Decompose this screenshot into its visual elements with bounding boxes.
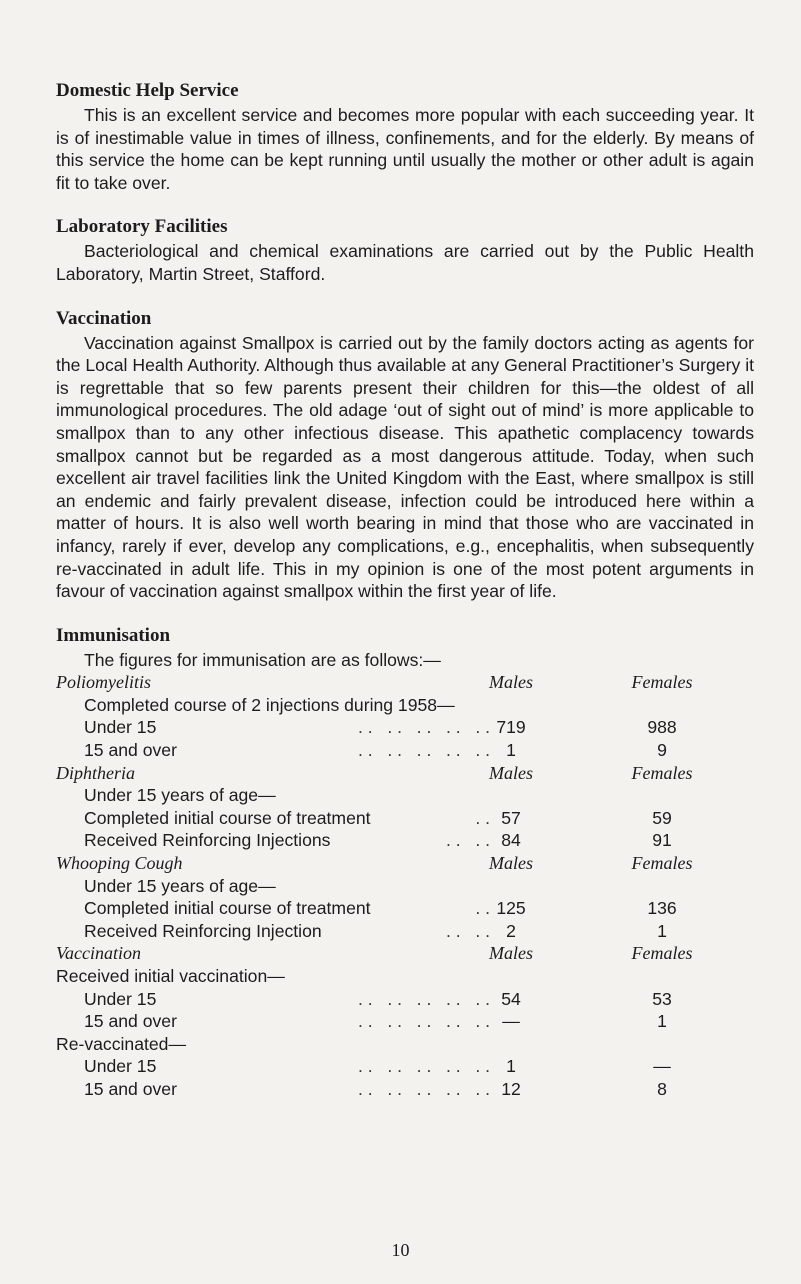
table-row — [56, 829, 754, 852]
column-header-females: Females — [631, 762, 693, 783]
table-subheading — [56, 694, 754, 717]
table-row — [56, 1055, 754, 1078]
document-page — [56, 78, 754, 1101]
column-header-females: Females — [631, 672, 693, 693]
leader-dots: . . — [475, 898, 490, 919]
table-group-header — [56, 762, 754, 785]
heading-vaccination: Vaccination — [56, 307, 152, 329]
cell-males: — — [502, 1011, 520, 1032]
table-row — [56, 807, 754, 830]
table-row — [56, 716, 754, 739]
subheading-text: Under 15 years of age— — [84, 875, 276, 896]
cell-females: 988 — [647, 717, 677, 738]
subheading-text: Received initial vaccination— — [56, 966, 285, 986]
cell-females: 9 — [657, 740, 667, 761]
section-laboratory — [56, 214, 754, 285]
row-label: Under 15 — [84, 988, 157, 1009]
table-row — [56, 1078, 754, 1101]
table-row — [56, 897, 754, 920]
leader-dots: . . . . . . . . . . — [358, 740, 490, 761]
column-header-males: Males — [489, 672, 533, 693]
cell-males: 2 — [506, 920, 516, 941]
leader-dots: . . . . . . . . . . — [358, 1078, 490, 1099]
group-title: Vaccination — [56, 943, 141, 964]
leader-dots: . . . . — [446, 920, 490, 941]
heading-domestic-help: Domestic Help Service — [56, 80, 239, 101]
subheading-text: Re-vaccinated— — [56, 1033, 187, 1054]
paragraph-laboratory: Bacteriological and chemical examinations are carried out by the Public Health Laboratory, Martin Street, Stafford. — [56, 241, 754, 284]
cell-males: 1 — [506, 740, 516, 761]
section-vaccination — [56, 306, 754, 603]
leader-dots: . . . . . . . . . . — [358, 717, 490, 738]
cell-females: 8 — [657, 1078, 667, 1099]
leader-dots: . . . . . . . . . . — [358, 1056, 490, 1077]
leader-dots: . . . . . . . . . . — [358, 988, 490, 1009]
cell-males: 12 — [501, 1078, 521, 1099]
table-row — [56, 739, 754, 762]
section-domestic-help — [56, 78, 754, 194]
table-row — [56, 1010, 754, 1033]
table-subheading — [56, 875, 754, 898]
table-row — [56, 920, 754, 943]
row-label: Received Reinforcing Injection — [84, 920, 322, 941]
row-label: Under 15 — [84, 717, 157, 738]
table-subheading — [56, 784, 754, 807]
table-group-header — [56, 671, 754, 694]
leader-dots: . . — [475, 807, 490, 828]
table-group-header — [56, 852, 754, 875]
row-label: 15 and over — [84, 740, 177, 761]
column-header-females: Females — [631, 853, 693, 874]
table-group-header — [56, 942, 754, 965]
row-label: Received Reinforcing Injections — [84, 830, 331, 851]
paragraph-domestic-help: This is an excellent service and becomes more popular with each succeeding year. It is of inestimable value in times of illness, confinements, and for the elderly. By means of this service the home can be kept running until usually the mother or other adult is again fit to take over. — [56, 105, 754, 193]
row-label: Under 15 — [84, 1056, 157, 1077]
cell-females: 59 — [652, 807, 672, 828]
immunisation-table — [56, 671, 754, 1100]
paragraph-vaccination: Vaccination against Smallpox is carried out by the family doctors acting as agents for the Local Health Authority. Although thus available at any General Practitioner’s Surgery it is regrettable that so few parents present their children for this—the oldest of all immunological procedures. The old adage ‘out of sight out of mind’ is more applicable to smallpox than to any other infectious disease. This apathetic complacency towards smallpox cannot but be regarded as a most dangerous attitude. Today, when such excellent air travel facilities link the United Kingdom with the East, where smallpox is still an endemic and fairly prevalent disease, infection could be introduced here within a matter of hours. It is also well worth bearing in mind that those who are vaccinated in infancy, rarely if ever, develop any complications, e.g., encephalitis, when subsequently re-vaccinated in adult life. This in my opinion is one of the most potent arguments in favour of vaccination against smallpox within the first year of life. — [56, 332, 754, 602]
cell-males: 57 — [501, 807, 521, 828]
group-title: Poliomyelitis — [56, 672, 151, 693]
section-immunisation — [56, 623, 754, 1101]
column-header-males: Males — [489, 853, 533, 874]
cell-females: 91 — [652, 830, 672, 851]
cell-males: 1 — [506, 1056, 516, 1077]
heading-immunisation: Immunisation — [56, 624, 171, 646]
row-label: 15 and over — [84, 1078, 177, 1099]
row-label: Completed initial course of treatment — [84, 807, 371, 828]
subheading-text: Under 15 years of age— — [84, 785, 276, 806]
cell-males: 54 — [501, 988, 521, 1009]
leader-dots: . . . . . . . . . . — [358, 1011, 490, 1032]
cell-females: 1 — [657, 1011, 667, 1032]
cell-females: 1 — [657, 920, 667, 941]
subheading-text: Completed course of 2 injections during 1958— — [84, 694, 455, 715]
table-subheading — [56, 1033, 754, 1056]
row-label: 15 and over — [84, 1011, 177, 1032]
cell-males: 125 — [496, 898, 526, 919]
heading-laboratory: Laboratory Facilities — [56, 216, 228, 238]
page-number: 10 — [391, 1240, 410, 1260]
leader-dots: . . . . — [446, 830, 490, 851]
table-subheading — [56, 965, 754, 988]
paragraph-immunisation-intro: The figures for immunisation are as follows:— — [84, 649, 441, 670]
column-header-females: Females — [631, 943, 693, 964]
cell-females: 136 — [647, 898, 677, 919]
cell-males: 719 — [496, 717, 526, 738]
row-label: Completed initial course of treatment — [84, 898, 371, 919]
group-title: Diphtheria — [56, 762, 135, 783]
table-row — [56, 988, 754, 1011]
cell-females: 53 — [652, 988, 672, 1009]
group-title: Whooping Cough — [56, 853, 183, 874]
column-header-males: Males — [489, 943, 533, 964]
cell-females: — — [653, 1056, 671, 1077]
cell-males: 84 — [501, 830, 521, 851]
column-header-males: Males — [489, 762, 533, 783]
